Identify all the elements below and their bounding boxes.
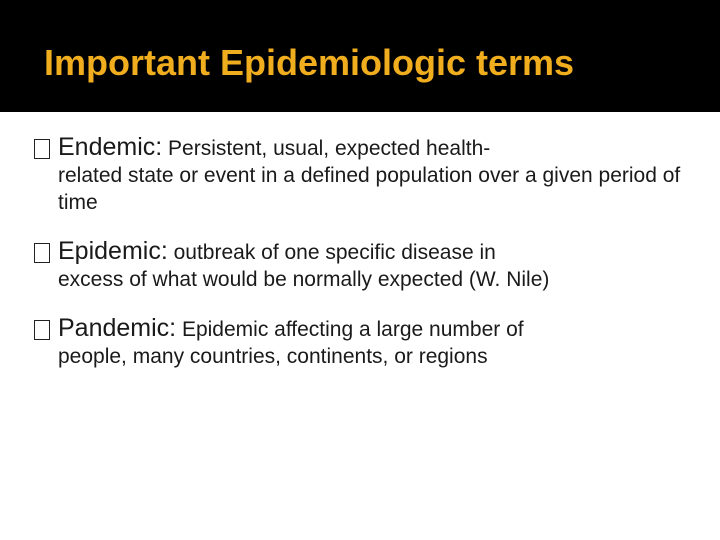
term-epidemic bbox=[34, 238, 704, 293]
term-description bbox=[34, 134, 704, 216]
term-label: Epidemic: bbox=[58, 237, 168, 265]
bullet-box-icon bbox=[34, 243, 50, 263]
term-description bbox=[34, 315, 704, 370]
title-bar bbox=[0, 0, 720, 112]
term-label: Endemic: bbox=[58, 133, 163, 161]
bullet-box-icon bbox=[34, 320, 50, 340]
term-pandemic bbox=[34, 315, 704, 370]
term-label: Pandemic: bbox=[58, 314, 177, 342]
term-continuation: people, many countries, continents, or regions bbox=[58, 345, 488, 368]
term-continuation: related state or event in a defined population over a given period of time bbox=[58, 164, 681, 214]
term-description bbox=[34, 238, 704, 293]
term-first-line: Persistent, usual, expected health- bbox=[162, 137, 491, 160]
term-endemic bbox=[34, 134, 704, 216]
slide-content bbox=[34, 134, 704, 392]
term-first-line: Epidemic affecting a large number of bbox=[176, 318, 524, 341]
slide-title: Important Epidemiologic terms bbox=[44, 42, 575, 83]
term-first-line: outbreak of one specific disease in bbox=[167, 241, 496, 264]
term-continuation: excess of what would be normally expected (W. Nile) bbox=[58, 268, 550, 291]
bullet-box-icon bbox=[34, 139, 50, 159]
